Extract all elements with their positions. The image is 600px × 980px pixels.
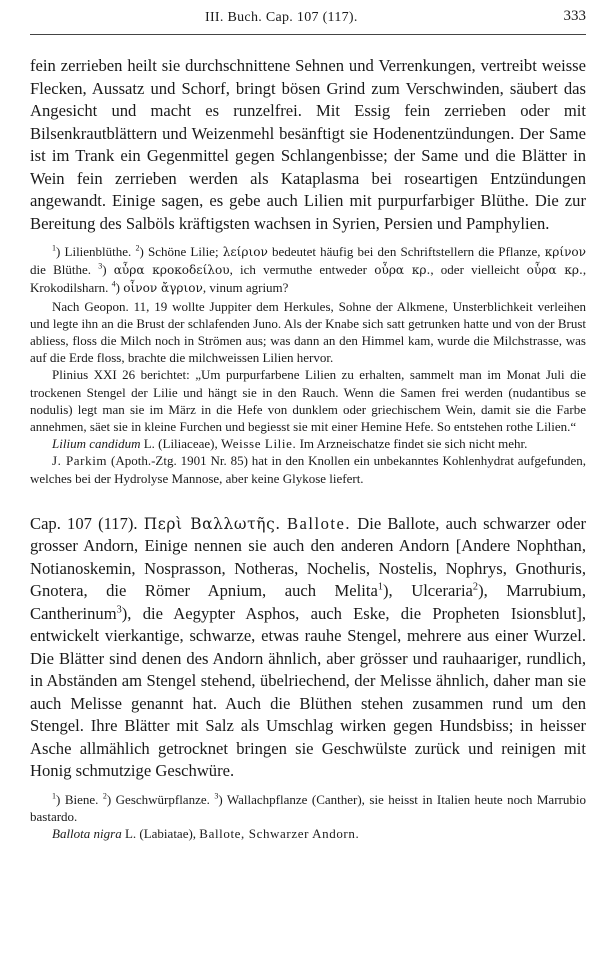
chapter-text: Die Ballote, auch schwarzer oder grosser Andorn, Einige nennen sie auch den anderen Andorn [Andere Nophthan, Notianoskemin, Nosprasson, Notheras, Nochelis, Nostelis, Nophrys, Gnothuris, Gnotera, die Römer Apnium, auch Melita (30, 513, 586, 601)
footnote-marker: 2 (102, 791, 107, 801)
footnotes-block-2 (30, 791, 586, 843)
note-text: Im Arzneischatze findet sie sich nicht mehr. (299, 436, 528, 452)
footnote-3c: , Krokodilsharn. (30, 262, 587, 296)
chapter-heading: Cap. 107 (117). (30, 513, 138, 533)
greek-term: αὖρα κροκοδείλου (113, 263, 230, 278)
running-title: III. Buch. Cap. 107 (117). (205, 10, 358, 25)
footnote-marker: 1 (377, 581, 384, 593)
footnote-marker: 2 (472, 581, 479, 593)
note-text: (Apoth.-Ztg. 1901 Nr. 85) hat in den Knollen ein unbekanntes Kohlenhydrat aufgefunden, welches bei der Hydrolyse Mannose, aber keine Glykose liefert. (30, 453, 587, 486)
footnote-1: Biene. (64, 791, 99, 807)
greek-term: οὖρα κρ. (526, 263, 583, 278)
footnote-marker: 1 (52, 243, 57, 253)
footnote-marker: 3 (116, 604, 122, 616)
botanical-family: L. (Labiatae), (124, 826, 197, 842)
footnote-2b: bedeutet häufig bei den Schriftstellern die Pflanze, (271, 244, 541, 259)
chapter-greek-title: Περὶ Βαλλωτῆς. (143, 514, 281, 533)
footnotes-block-1 (30, 243, 586, 487)
note-plinius: Plinius XXI 26 berichtet: „Um purpurfarbene Lilien zu erhalten, sammelt man im Monat Juli die trockenen Stengel der Lilie und hängt sie in den Rauch. Wenn die Samen frei werden (nudantibus se nodulis) legt man sie im März in die Hefe von dunklem oder griechischem Wein, damit sie die Farbe annehmen, säet sie in kleine Furchen und begiesst sie mit einer Hemine Hefe. So entstehen rothe Lilien.“ (30, 367, 586, 435)
author-name: J. Parkim (52, 453, 108, 469)
footnote-list: $^1$) Lilienblüthe. $^2$) Schöne Lilie; λείριον bedeutet häufig bei den Schriftstellern die Pflanze, κρίνον die Blüthe. $^3$) αὖρα κροκοδείλου, ich vermuthe entweder οὖρα κρ., oder vielleicht οὖρα κρ., Krokodilsharn. $^4$) οἶνον ἄγριον, vinum agrium? (30, 243, 587, 296)
footnote-3b: , oder vielleicht (430, 262, 520, 278)
common-name: Weisse Lilie. (220, 436, 297, 452)
footnote-marker: 2 (135, 243, 140, 253)
greek-term: οἶνον ἄγριον (123, 281, 203, 296)
chapter-text: ), Ulceraria (383, 581, 473, 601)
footnote-marker: 3 (214, 791, 219, 801)
page-number: 333 (563, 8, 586, 24)
common-name: Ballote, Schwarzer Andorn. (199, 826, 360, 842)
footnote-marker: 1 (52, 791, 57, 801)
chapter-paragraph (30, 513, 586, 783)
botanical-name: Ballota nigra (52, 826, 122, 842)
footnote-2: Geschwürpflanze. (115, 791, 210, 807)
note-lilium (30, 435, 586, 452)
footnote-3a: , ich vermuthe entweder (229, 262, 368, 278)
chapter-text: ), die Aegypter Asphos, auch Eske, die Propheten Isionsblut], entwickelt vierkantige, schwarze, etwas rauhe Stengel, mehrere aus einer Wurzel. Die Blätter sind denen des Andorn ähnlich, aber grösser und rauhaariger, rundlich, in Abständen am Stengel stehend, übelriechend, der Melisse ähnlich, daher man sie auch Melisse genannt hat. Auch die Blüthen stehen zusammen rund um den Stengel. Ihre Blätter mit Salz als Umschlag wirken gegen Hundsbiss; in heisser Asche allmählich getrocknet bringen sie Geschwülste zurück und reinigen mit Honig schmutzige Geschwüre. (30, 603, 586, 781)
note-parkim (30, 452, 586, 486)
greek-term: οὖρα κρ. (374, 263, 431, 278)
greek-term: λείριον (222, 245, 268, 259)
footnote-marker: 4 (111, 280, 116, 290)
chapter-text: ), Marrubium, Cantherinum (30, 581, 586, 623)
footnote-1: Lilienblüthe. (64, 244, 132, 259)
footnote-4: , vinum agrium? (202, 280, 289, 296)
footnote-marker: 3 (98, 261, 103, 271)
note-geopon: Nach Geopon. 11, 19 wollte Juppiter dem Herkules, Sohne der Alkmene, Unsterblichkeit verleihen und legte ihn an die Brust der schlafenden Juno. Als der Knabe sich satt getrunken hatte und von der Brust abliess, floss die Milch noch in Strömen aus; was dann an den Himmel kam, wurde die Milchstrasse, was auf die Erde floss, brachte die milchweissen Lilien hervor. (30, 298, 586, 366)
chapter-plant-name: Ballote. (286, 513, 352, 533)
botanical-family: L. (Liliaceae), (143, 436, 218, 452)
note-ballota (30, 825, 586, 842)
main-paragraph: fein zerrieben heilt sie durchschnittene Sehnen und Verrenkungen, vertreibt weisse Flecken, Aussatz und Schorf, bringt bösen Grind zum Verschwinden, säubert das Angesicht und macht es runzelfrei. Mit Essig fein zerrieben oder mit Bilsenkrautblättern und Weizenmehl besänftigt sie Hodenentzündungen. Der Same ist im Trank ein Gegenmittel gegen Schlangenbisse; der Same und die Blätter in Wein fein zerrieben werden als Kataplasma bei roseartigen Entzündungen angewandt. Einige sagen, es gebe auch Lilien mit purpurfarbiger Blüthe. Die zur Bereitung des Salböls kräftigsten wachsen in Syrien, Persien und Pamphylien. (30, 56, 586, 233)
greek-term: κρίνον (544, 245, 587, 259)
botanical-name: Lilium candidum (52, 436, 141, 452)
footnote-2c: die Blüthe. (30, 262, 91, 278)
running-header (30, 0, 586, 35)
footnote-3: Wallachpflanze (Canther), sie heisst in Italien heute noch Marrubio bastardo. (30, 791, 586, 825)
footnote-list: $^1$) Biene. $^2$) Geschwürpflanze. $^3$) Wallachpflanze (Canther), sie heisst in Italien heute noch Marrubio bastardo. (30, 791, 586, 825)
footnote-2a: Schöne Lilie; (147, 244, 219, 259)
book-page (30, 0, 586, 842)
